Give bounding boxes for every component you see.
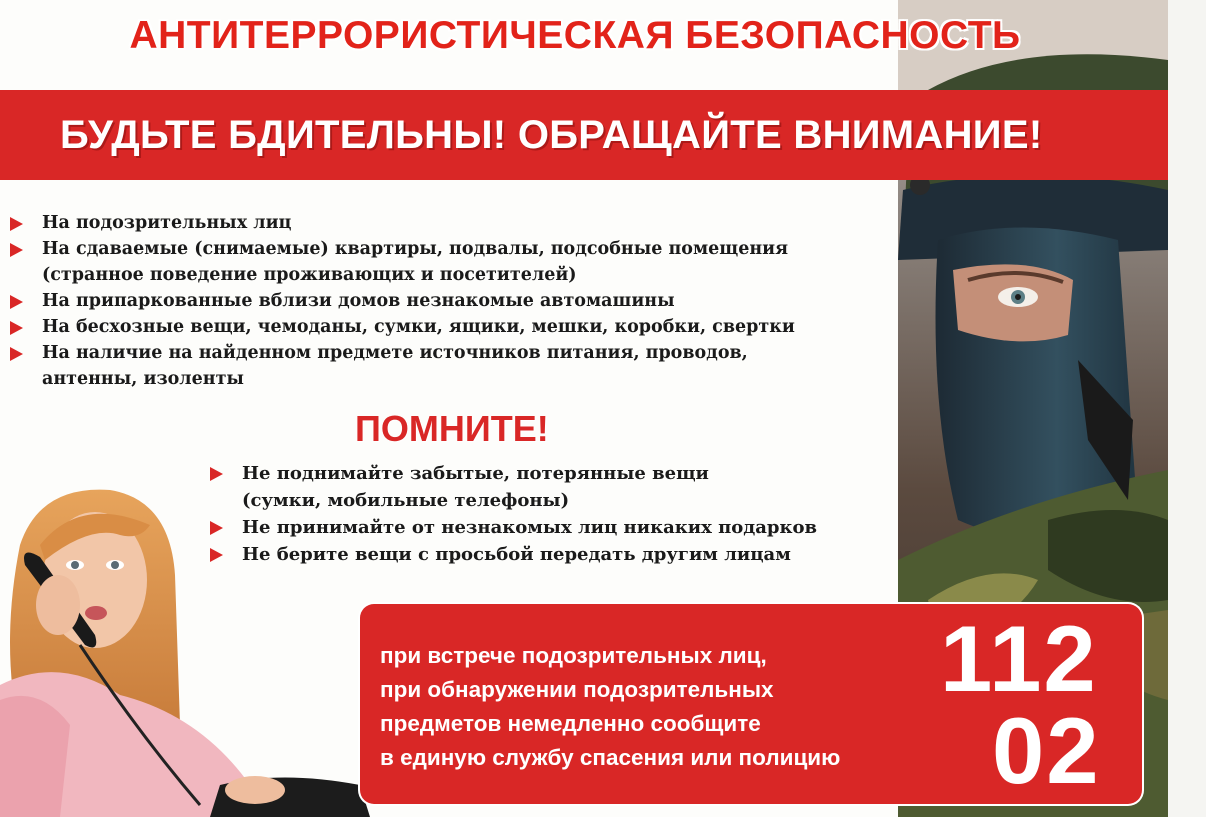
list-item-continuation: антенны, изоленты	[42, 369, 244, 389]
attention-list	[10, 210, 890, 392]
arrow-right-icon	[210, 521, 223, 535]
arrow-right-icon	[210, 548, 223, 562]
emergency-line: при обнаружении подозрительных	[380, 677, 774, 702]
list-item-continuation: (странное поведение проживающих и посетителей)	[42, 265, 577, 285]
banner-text: БУДЬТЕ БДИТЕЛЬНЫ! ОБРАЩАЙТЕ ВНИМАНИЕ!	[60, 113, 1043, 157]
arrow-right-icon	[210, 467, 223, 481]
list-item: Не берите вещи с просьбой передать другим лицам	[210, 541, 900, 568]
list-item-continuation: (сумки, мобильные телефоны)	[242, 490, 570, 511]
arrow-right-icon	[10, 295, 23, 309]
list-item: На бесхозные вещи, чемоданы, сумки, ящики, мешки, коробки, свертки	[10, 314, 890, 340]
emergency-number-02: 02	[992, 698, 1101, 803]
list-item: На припаркованные вблизи домов незнакомые автомашины	[10, 288, 890, 314]
page-title: АНТИТЕРРОРИСТИЧЕСКАЯ БЕЗОПАСНОСТЬ	[129, 14, 1021, 57]
arrow-right-icon	[10, 347, 23, 361]
page-edge	[1168, 0, 1206, 817]
emergency-line: в единую службу спасения или полицию	[380, 745, 841, 770]
list-item: На сдаваемые (снимаемые) квартиры, подвалы, подсобные помещения	[10, 236, 890, 262]
emergency-box	[360, 604, 1142, 804]
arrow-right-icon	[10, 243, 23, 257]
list-item: На наличие на найденном предмете источников питания, проводов,	[10, 340, 890, 366]
list-item: На подозрительных лиц	[10, 210, 890, 236]
emergency-line: при встрече подозрительных лиц,	[380, 643, 767, 668]
emergency-text	[380, 639, 980, 775]
list-item: Не поднимайте забытые, потерянные вещи	[210, 460, 900, 487]
arrow-right-icon	[10, 321, 23, 335]
list-item: Не принимайте от незнакомых лиц никаких подарков	[210, 514, 900, 541]
remember-list	[210, 460, 900, 568]
arrow-right-icon	[10, 217, 23, 231]
remember-heading: ПОМНИТЕ!	[355, 408, 549, 449]
emergency-number-112: 112	[940, 606, 1098, 711]
emergency-line: предметов немедленно сообщите	[380, 711, 761, 736]
